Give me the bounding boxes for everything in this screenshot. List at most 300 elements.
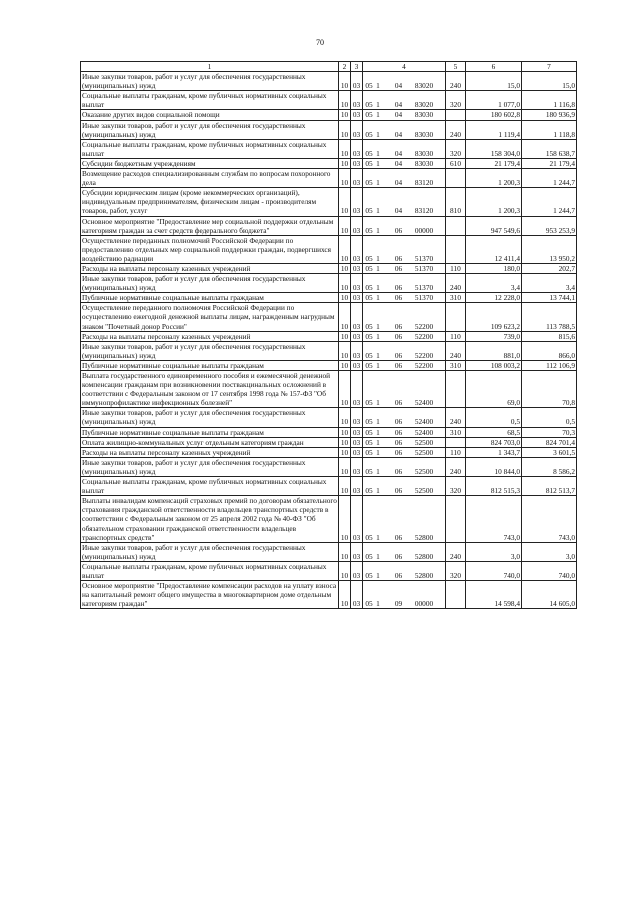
row-amount-year2-cell: 815,6 [522, 331, 577, 341]
row-col2-cell: 10 [339, 542, 351, 561]
row-name-cell: Социальные выплаты гражданам, кроме публичных нормативных социальных выплат [81, 91, 339, 110]
row-amount-year2-cell: 21 179,4 [522, 158, 577, 168]
row-amount-year1-cell: 109 623,2 [466, 303, 522, 331]
row-target-code-cell [363, 496, 446, 542]
target-code-part: 06 [394, 331, 403, 341]
row-expense-type-cell [446, 110, 466, 120]
table-row [81, 188, 577, 216]
row-col3-cell: 03 [351, 72, 363, 91]
row-amount-year1-cell: 180,0 [466, 263, 522, 273]
row-amount-year2-cell: 202,7 [522, 263, 577, 273]
row-amount-year1-cell: 740,0 [466, 561, 522, 580]
target-code-part: 06 [394, 551, 403, 561]
target-code-part: 05 [365, 360, 373, 370]
row-target-code-cell [363, 542, 446, 561]
target-code-part: 06 [394, 427, 403, 437]
row-col3-cell: 03 [351, 216, 363, 235]
target-code-part: 52500 [414, 447, 434, 457]
target-code-part: 06 [394, 360, 403, 370]
table-row [81, 457, 577, 476]
target-code-part: 05 [365, 551, 373, 561]
table-row [81, 561, 577, 580]
row-amount-year2-cell: 3,0 [522, 542, 577, 561]
row-name-cell: Осуществление переданного полномочия Российской Федерации по осуществлению ежегодной денежной выплаты лицам, награжденным нагрудным знаком "Почетный донор России" [81, 303, 339, 331]
table-row [81, 274, 577, 293]
row-col3-cell: 03 [351, 447, 363, 457]
table-row [81, 581, 577, 609]
target-code-part: 1 [376, 148, 380, 158]
target-code-part: 04 [394, 206, 403, 216]
row-amount-year1-cell: 3,0 [466, 542, 522, 561]
target-code-part: 05 [365, 253, 373, 263]
row-col3-cell: 03 [351, 120, 363, 139]
row-target-code-cell [363, 371, 446, 408]
row-name-cell: Выплаты инвалидам компенсаций страховых премий по договорам обязательного страхования гражданской ответственности владельцев транспортных средств в соответствии с Федеральным законом от 25 апреля 2002 года № 40-ФЗ "Об обязательном страховании гражданской ответственности владельцев транспортных средств" [82, 496, 337, 542]
page-number: 70 [316, 38, 324, 47]
row-amount-year1-cell: 14 598,4 [466, 581, 522, 609]
row-amount-year1-cell: 12 411,4 [466, 235, 522, 263]
table-header-row [81, 62, 577, 72]
target-code-part: 1 [376, 206, 380, 216]
row-amount-year1-cell: 108 003,2 [466, 360, 522, 370]
row-expense-type-cell: 240 [446, 408, 466, 427]
row-target-code-cell [363, 188, 446, 216]
row-col2-cell: 10 [339, 303, 351, 331]
target-code-part: 1 [376, 225, 380, 235]
row-name-cell: Субсидии бюджетным учреждениям [81, 158, 339, 168]
target-code-part: 04 [394, 100, 403, 110]
row-col3-cell: 03 [351, 371, 363, 408]
row-target-code-cell [363, 561, 446, 580]
target-code-part: 06 [394, 293, 403, 303]
row-amount-year2-cell: 158 638,7 [522, 139, 577, 158]
budget-table [80, 61, 577, 609]
row-col2-cell: 10 [339, 274, 351, 293]
target-code-part: 05 [365, 599, 373, 609]
target-code-part: 1 [376, 551, 380, 561]
target-code-part: 1 [376, 437, 380, 447]
target-code-part: 1 [376, 158, 380, 168]
row-amount-year2-cell: 13 950,2 [522, 235, 577, 263]
target-code-part: 04 [394, 110, 403, 120]
row-amount-year1-cell: 739,0 [466, 331, 522, 341]
row-amount-year1-cell: 1 119,4 [466, 120, 522, 139]
row-expense-type-cell: 610 [446, 158, 466, 168]
target-code-part: 1 [376, 321, 380, 331]
row-col2-cell: 10 [339, 91, 351, 110]
row-target-code-cell [363, 341, 446, 360]
row-col3-cell: 03 [351, 437, 363, 447]
target-code-part: 04 [394, 178, 403, 188]
row-expense-type-cell: 320 [446, 91, 466, 110]
row-expense-type-cell: 110 [446, 447, 466, 457]
row-amount-year1-cell: 3,4 [466, 274, 522, 293]
target-code-part: 1 [376, 398, 380, 408]
row-expense-type-cell: 310 [446, 427, 466, 437]
row-amount-year1-cell: 69,0 [466, 371, 522, 408]
header-col-2: 2 [339, 62, 351, 72]
row-target-code-cell [363, 408, 446, 427]
row-amount-year1-cell: 10 844,0 [466, 457, 522, 476]
target-code-part: 52400 [414, 417, 434, 427]
header-col-3: 3 [351, 62, 363, 72]
row-target-code-cell [363, 263, 446, 273]
target-code-part: 06 [394, 350, 403, 360]
row-name-cell: Социальные выплаты гражданам, кроме публичных нормативных социальных выплат [81, 561, 339, 580]
target-code-part: 05 [365, 129, 373, 139]
header-col-7: 7 [522, 62, 577, 72]
row-col3-cell: 03 [351, 408, 363, 427]
row-name-cell: Социальные выплаты гражданам, кроме публичных нормативных социальных выплат [81, 139, 339, 158]
row-col3-cell: 03 [351, 427, 363, 437]
target-code-part: 52800 [414, 570, 434, 580]
row-expense-type-cell: 240 [446, 274, 466, 293]
row-col3-cell: 03 [351, 274, 363, 293]
target-code-part: 05 [365, 110, 373, 120]
row-target-code-cell [363, 72, 446, 91]
table-row [81, 341, 577, 360]
row-col2-cell: 10 [339, 477, 351, 496]
target-code-part: 51370 [414, 263, 434, 273]
header-col-1: 1 [81, 62, 339, 72]
target-code-part: 1 [376, 81, 380, 91]
target-code-part: 1 [376, 253, 380, 263]
row-col2-cell: 10 [339, 110, 351, 120]
target-code-part: 05 [365, 331, 373, 341]
target-code-part: 52500 [414, 437, 434, 447]
row-name-cell: Иные закупки товаров, работ и услуг для обеспечения государственных (муниципальных) нужд [81, 542, 339, 561]
row-name-cell: Иные закупки товаров, работ и услуг для обеспечения государственных (муниципальных) нужд [81, 120, 339, 139]
row-amount-year2-cell: 1 116,8 [522, 91, 577, 110]
target-code-part: 04 [394, 158, 403, 168]
row-target-code-cell [363, 158, 446, 168]
row-amount-year1-cell: 180 602,8 [466, 110, 522, 120]
row-amount-year1-cell: 1 200,3 [466, 169, 522, 188]
row-name-cell: Иные закупки товаров, работ и услуг для обеспечения государственных (муниципальных) нужд [81, 341, 339, 360]
target-code-part: 1 [376, 331, 380, 341]
row-target-code-cell [363, 216, 446, 235]
target-code-part: 1 [376, 110, 380, 120]
target-code-part: 1 [376, 129, 380, 139]
row-amount-year1-cell: 812 515,3 [466, 477, 522, 496]
target-code-part: 52200 [414, 360, 434, 370]
row-amount-year2-cell: 180 936,9 [522, 110, 577, 120]
row-name-cell: Возмещение расходов специализированным службам по вопросам похоронного дела [81, 169, 339, 188]
target-code-part: 05 [365, 466, 373, 476]
row-target-code-cell [363, 91, 446, 110]
target-code-part: 83120 [414, 206, 434, 216]
row-amount-year1-cell: 1 343,7 [466, 447, 522, 457]
target-code-part: 05 [365, 293, 373, 303]
row-name-cell: Расходы на выплаты персоналу казенных учреждений [81, 331, 339, 341]
row-expense-type-cell [446, 169, 466, 188]
target-code-part: 52400 [414, 427, 434, 437]
table-row [81, 496, 577, 542]
row-amount-year1-cell: 1 200,3 [466, 188, 522, 216]
target-code-part: 1 [376, 570, 380, 580]
row-expense-type-cell: 310 [446, 293, 466, 303]
row-amount-year2-cell: 13 744,1 [522, 293, 577, 303]
target-code-part: 1 [376, 532, 380, 542]
row-col2-cell: 10 [339, 293, 351, 303]
row-expense-type-cell: 240 [446, 542, 466, 561]
row-amount-year2-cell: 112 106,9 [522, 360, 577, 370]
row-target-code-cell [363, 447, 446, 457]
target-code-part: 1 [376, 599, 380, 609]
target-code-part: 06 [394, 417, 403, 427]
target-code-part: 05 [365, 263, 373, 273]
target-code-part: 05 [365, 225, 373, 235]
target-code-part: 52200 [414, 321, 434, 331]
target-code-part: 06 [394, 283, 403, 293]
target-code-part: 05 [365, 100, 373, 110]
target-code-part: 06 [394, 225, 403, 235]
row-amount-year2-cell: 824 701,4 [522, 437, 577, 447]
row-expense-type-cell: 320 [446, 477, 466, 496]
row-expense-type-cell: 110 [446, 331, 466, 341]
target-code-part: 1 [376, 178, 380, 188]
target-code-part: 83030 [414, 148, 434, 158]
header-col-6: 6 [466, 62, 522, 72]
row-expense-type-cell [446, 496, 466, 542]
target-code-part: 05 [365, 81, 373, 91]
target-code-part: 1 [376, 293, 380, 303]
row-col3-cell: 03 [351, 331, 363, 341]
table-row [81, 110, 577, 120]
target-code-part: 52800 [414, 532, 434, 542]
table-row [81, 371, 577, 408]
row-col2-cell: 10 [339, 496, 351, 542]
target-code-part: 51370 [414, 253, 434, 263]
target-code-part: 1 [376, 350, 380, 360]
target-code-part: 83020 [414, 100, 434, 110]
target-code-part: 06 [394, 398, 403, 408]
row-name-cell: Иные закупки товаров, работ и услуг для обеспечения государственных (муниципальных) нужд [81, 408, 339, 427]
target-code-part: 05 [365, 398, 373, 408]
target-code-part: 09 [394, 599, 403, 609]
row-amount-year2-cell: 1 244,7 [522, 188, 577, 216]
target-code-part: 06 [394, 437, 403, 447]
table-row [81, 427, 577, 437]
row-target-code-cell [363, 169, 446, 188]
row-col2-cell: 10 [339, 188, 351, 216]
row-col2-cell: 10 [339, 581, 351, 609]
row-amount-year2-cell: 1 244,7 [522, 169, 577, 188]
target-code-part: 83120 [414, 178, 434, 188]
target-code-part: 1 [376, 427, 380, 437]
row-col2-cell: 10 [339, 561, 351, 580]
row-expense-type-cell [446, 371, 466, 408]
row-col2-cell: 10 [339, 437, 351, 447]
table-row [81, 447, 577, 457]
target-code-part: 06 [394, 466, 403, 476]
row-name-cell: Оплата жилищно-коммунальных услуг отдельным категориям граждан [81, 437, 339, 447]
row-col3-cell: 03 [351, 188, 363, 216]
row-amount-year2-cell: 3 601,5 [522, 447, 577, 457]
target-code-part: 06 [394, 570, 403, 580]
row-col2-cell: 10 [339, 263, 351, 273]
target-code-part: 1 [376, 486, 380, 496]
table-body [81, 72, 577, 609]
target-code-part: 1 [376, 100, 380, 110]
row-amount-year2-cell: 3,4 [522, 274, 577, 293]
target-code-part: 04 [394, 148, 403, 158]
target-code-part: 04 [394, 81, 403, 91]
target-code-part: 52500 [414, 486, 434, 496]
table-row [81, 120, 577, 139]
row-amount-year2-cell: 14 605,0 [522, 581, 577, 609]
row-name-cell: Осуществление переданных полномочий Российской Федерации по предоставлению отдельных мер социальной поддержки граждан, подвергшихся воздействию радиации [81, 235, 339, 263]
row-col2-cell: 10 [339, 408, 351, 427]
row-amount-year2-cell: 740,0 [522, 561, 577, 580]
row-amount-year2-cell: 953 253,9 [522, 216, 577, 235]
table-row [81, 263, 577, 273]
row-col3-cell: 03 [351, 496, 363, 542]
row-target-code-cell [363, 120, 446, 139]
row-amount-year1-cell: 0,5 [466, 408, 522, 427]
row-name-cell: Публичные нормативные социальные выплаты гражданам [81, 360, 339, 370]
row-expense-type-cell: 320 [446, 139, 466, 158]
row-target-code-cell [363, 303, 446, 331]
row-expense-type-cell [446, 303, 466, 331]
row-col3-cell: 03 [351, 158, 363, 168]
target-code-part: 52500 [414, 466, 434, 476]
target-code-part: 52800 [414, 551, 434, 561]
row-amount-year1-cell: 881,0 [466, 341, 522, 360]
row-expense-type-cell: 310 [446, 360, 466, 370]
row-col3-cell: 03 [351, 542, 363, 561]
target-code-part: 00000 [414, 225, 434, 235]
row-col2-cell: 10 [339, 235, 351, 263]
target-code-part: 1 [376, 466, 380, 476]
row-name-cell: Выплата государственного единовременного пособия и ежемесячной денежной компенсации гражданам при возникновении поствакцинальных осложнений в соответствии с Федеральным законом от 17 сентября 1998 года № 157-ФЗ "Об иммунопрофилактике инфекционных болезней" [81, 371, 339, 408]
row-expense-type-cell: 240 [446, 457, 466, 476]
target-code-part: 1 [376, 360, 380, 370]
row-name-cell: Иные закупки товаров, работ и услуг для обеспечения государственных (муниципальных) нужд [81, 274, 339, 293]
table-row [81, 437, 577, 447]
row-name-cell: Субсидии юридическим лицам (кроме некоммерческих организаций), индивидуальным предпринимателям, физическим лицам - производителям товаров, работ, услуг [81, 188, 339, 216]
row-col3-cell: 03 [351, 581, 363, 609]
row-name-cell: Основное мероприятие "Предоставление компенсации расходов на уплату взноса на капитальный ремонт общего имущества в многоквартирном доме отдельным категориям граждан" [81, 581, 339, 609]
table-row [81, 91, 577, 110]
row-amount-year1-cell: 743,0 [466, 496, 522, 542]
target-code-part: 05 [365, 283, 373, 293]
row-expense-type-cell [446, 216, 466, 235]
row-name-cell: Публичные нормативные социальные выплаты гражданам [81, 293, 339, 303]
row-col3-cell: 03 [351, 169, 363, 188]
row-name-cell: Основное мероприятие "Предоставление мер социальной поддержки отдельным категориям граждан за счет средств федерального бюджета" [81, 216, 339, 235]
target-code-part: 05 [365, 148, 373, 158]
row-name-cell: Социальные выплаты гражданам, кроме публичных нормативных социальных выплат [81, 477, 339, 496]
row-expense-type-cell [446, 235, 466, 263]
target-code-part: 05 [365, 532, 373, 542]
row-col2-cell: 10 [339, 72, 351, 91]
row-col3-cell: 03 [351, 561, 363, 580]
table-row [81, 216, 577, 235]
row-col3-cell: 03 [351, 91, 363, 110]
row-amount-year2-cell: 743,0 [522, 496, 577, 542]
row-amount-year2-cell: 70,3 [522, 427, 577, 437]
row-name-cell: Иные закупки товаров, работ и услуг для обеспечения государственных (муниципальных) нужд [81, 72, 339, 91]
row-amount-year2-cell: 1 118,8 [522, 120, 577, 139]
row-col2-cell: 10 [339, 447, 351, 457]
row-target-code-cell [363, 437, 446, 447]
row-col2-cell: 10 [339, 120, 351, 139]
target-code-part: 52200 [414, 331, 434, 341]
row-col2-cell: 10 [339, 457, 351, 476]
row-expense-type-cell: 240 [446, 72, 466, 91]
target-code-part: 05 [365, 206, 373, 216]
row-amount-year1-cell: 12 228,0 [466, 293, 522, 303]
table-row [81, 360, 577, 370]
row-name-cell: Оказание других видов социальной помощи [81, 110, 339, 120]
table-row [81, 331, 577, 341]
row-col2-cell: 10 [339, 169, 351, 188]
target-code-part: 06 [394, 321, 403, 331]
row-col3-cell: 03 [351, 139, 363, 158]
row-expense-type-cell: 320 [446, 561, 466, 580]
row-col3-cell: 03 [351, 360, 363, 370]
target-code-part: 05 [365, 158, 373, 168]
row-name-cell: Расходы на выплаты персоналу казенных учреждений [81, 263, 339, 273]
row-target-code-cell [363, 360, 446, 370]
row-col3-cell: 03 [351, 110, 363, 120]
row-target-code-cell [363, 293, 446, 303]
table-row [81, 477, 577, 496]
target-code-part: 51370 [414, 293, 434, 303]
row-target-code-cell [363, 139, 446, 158]
row-col3-cell: 03 [351, 457, 363, 476]
row-col2-cell: 10 [339, 331, 351, 341]
row-col3-cell: 03 [351, 235, 363, 263]
target-code-part: 05 [365, 447, 373, 457]
target-code-part: 06 [394, 486, 403, 496]
target-code-part: 83030 [414, 110, 434, 120]
row-amount-year2-cell: 8 586,2 [522, 457, 577, 476]
target-code-part: 05 [365, 427, 373, 437]
target-code-part: 06 [394, 263, 403, 273]
row-amount-year2-cell: 70,8 [522, 371, 577, 408]
target-code-part: 05 [365, 437, 373, 447]
target-code-part: 1 [376, 447, 380, 457]
header-col-4: 4 [363, 62, 446, 72]
row-col2-cell: 10 [339, 139, 351, 158]
row-target-code-cell [363, 110, 446, 120]
row-expense-type-cell [446, 437, 466, 447]
target-code-part: 05 [365, 321, 373, 331]
table-row [81, 139, 577, 158]
row-col3-cell: 03 [351, 293, 363, 303]
table-row [81, 303, 577, 331]
row-amount-year2-cell: 113 788,5 [522, 303, 577, 331]
row-col3-cell: 03 [351, 477, 363, 496]
target-code-part: 1 [376, 283, 380, 293]
target-code-part: 1 [376, 417, 380, 427]
row-amount-year1-cell: 21 179,4 [466, 158, 522, 168]
row-name-cell: Расходы на выплаты персоналу казенных учреждений [81, 447, 339, 457]
row-name-cell: Иные закупки товаров, работ и услуг для обеспечения государственных (муниципальных) нужд [81, 457, 339, 476]
row-col2-cell: 10 [339, 427, 351, 437]
row-expense-type-cell: 240 [446, 120, 466, 139]
row-amount-year2-cell: 866,0 [522, 341, 577, 360]
target-code-part: 83020 [414, 81, 434, 91]
row-amount-year1-cell: 15,0 [466, 72, 522, 91]
row-target-code-cell [363, 477, 446, 496]
row-target-code-cell [363, 581, 446, 609]
row-col3-cell: 03 [351, 263, 363, 273]
row-target-code-cell [363, 235, 446, 263]
row-amount-year1-cell: 1 077,0 [466, 91, 522, 110]
